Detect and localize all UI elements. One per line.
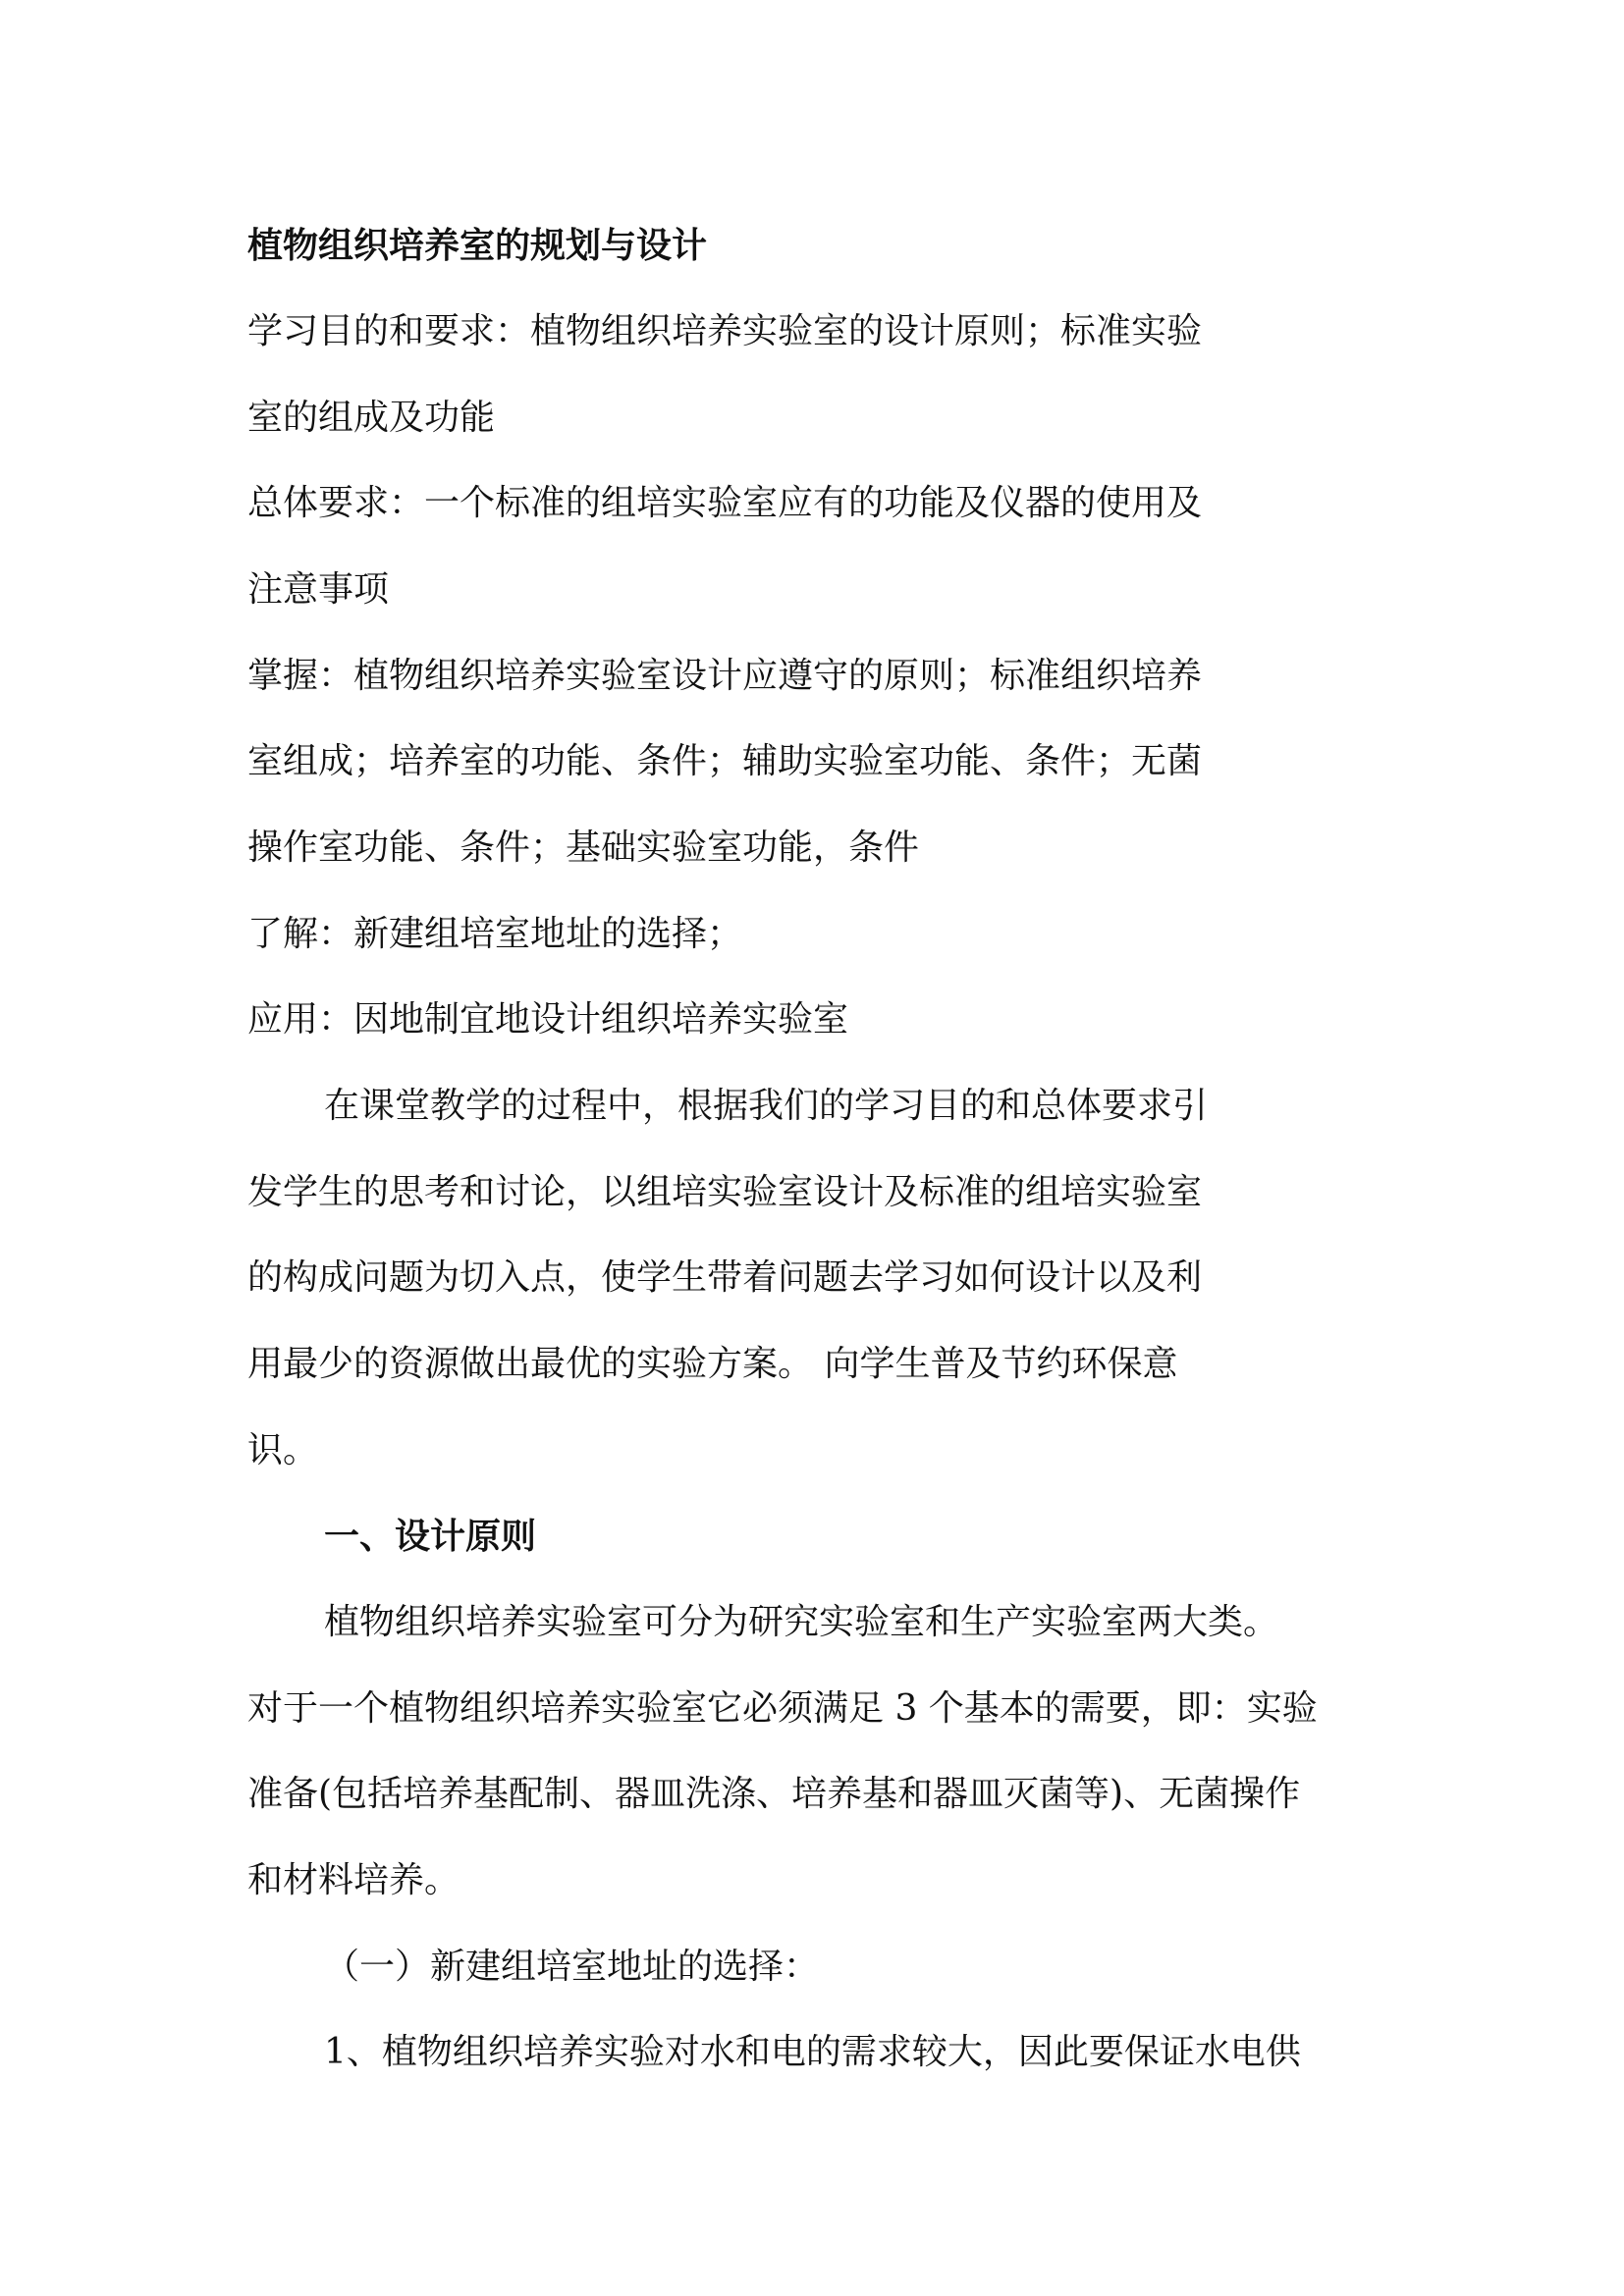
learning-goals-line-2: 室的组成及功能 <box>247 398 496 438</box>
understanding-line: 了解：新建组培室地址的选择； <box>247 914 743 954</box>
classroom-paragraph-line-2: 发学生的思考和讨论，以组培实验室设计及标准的组培实验室 <box>247 1172 1203 1212</box>
classroom-paragraph-line-1: 在课堂教学的过程中，根据我们的学习目的和总体要求引 <box>324 1086 1209 1126</box>
section-heading-design-principles: 一、设计原则 <box>324 1516 537 1557</box>
principles-paragraph-line-3: 准备(包括培养基配制、器皿洗涤、培养基和器皿灭菌等)、无菌操作 <box>247 1774 1301 1814</box>
principles-paragraph-line-1: 植物组织培养实验室可分为研究实验室和生产实验室两大类。 <box>324 1602 1279 1642</box>
overall-requirements-line-1: 总体要求：一个标准的组培实验室应有的功能及仪器的使用及 <box>247 483 1203 523</box>
learning-goals-line-1: 学习目的和要求：植物组织培养实验室的设计原则；标准实验 <box>247 311 1203 351</box>
principles-paragraph-line-4: 和材料培养。 <box>247 1860 460 1900</box>
subsection-site-selection: （一）新建组培室地址的选择： <box>324 1947 820 1987</box>
mastery-line-2: 室组成；培养室的功能、条件；辅助实验室功能、条件；无菌 <box>247 741 1203 781</box>
classroom-paragraph-line-3: 的构成问题为切入点，使学生带着问题去学习如何设计以及利 <box>247 1257 1203 1298</box>
mastery-line-3: 操作室功能、条件；基础实验室功能，条件 <box>247 828 920 868</box>
mastery-line-1: 掌握：植物组织培养实验室设计应遵守的原则；标准组织培养 <box>247 656 1203 696</box>
classroom-paragraph-line-4: 用最少的资源做出最优的实验方案。 向学生普及节约环保意 <box>247 1344 1178 1384</box>
document-title: 植物组织培养室的规划与设计 <box>247 225 708 266</box>
principles-paragraph-line-2: 对于一个植物组织培养实验室它必须满足 3 个基本的需要，即：实验 <box>247 1688 1318 1729</box>
application-line: 应用：因地制宜地设计组织培养实验室 <box>247 999 849 1040</box>
site-selection-item-1: 1、植物组织培养实验对水和电的需求较大，因此要保证水电供 <box>324 2032 1301 2072</box>
classroom-paragraph-line-5: 识。 <box>247 1430 319 1470</box>
overall-requirements-line-2: 注意事项 <box>247 569 390 610</box>
